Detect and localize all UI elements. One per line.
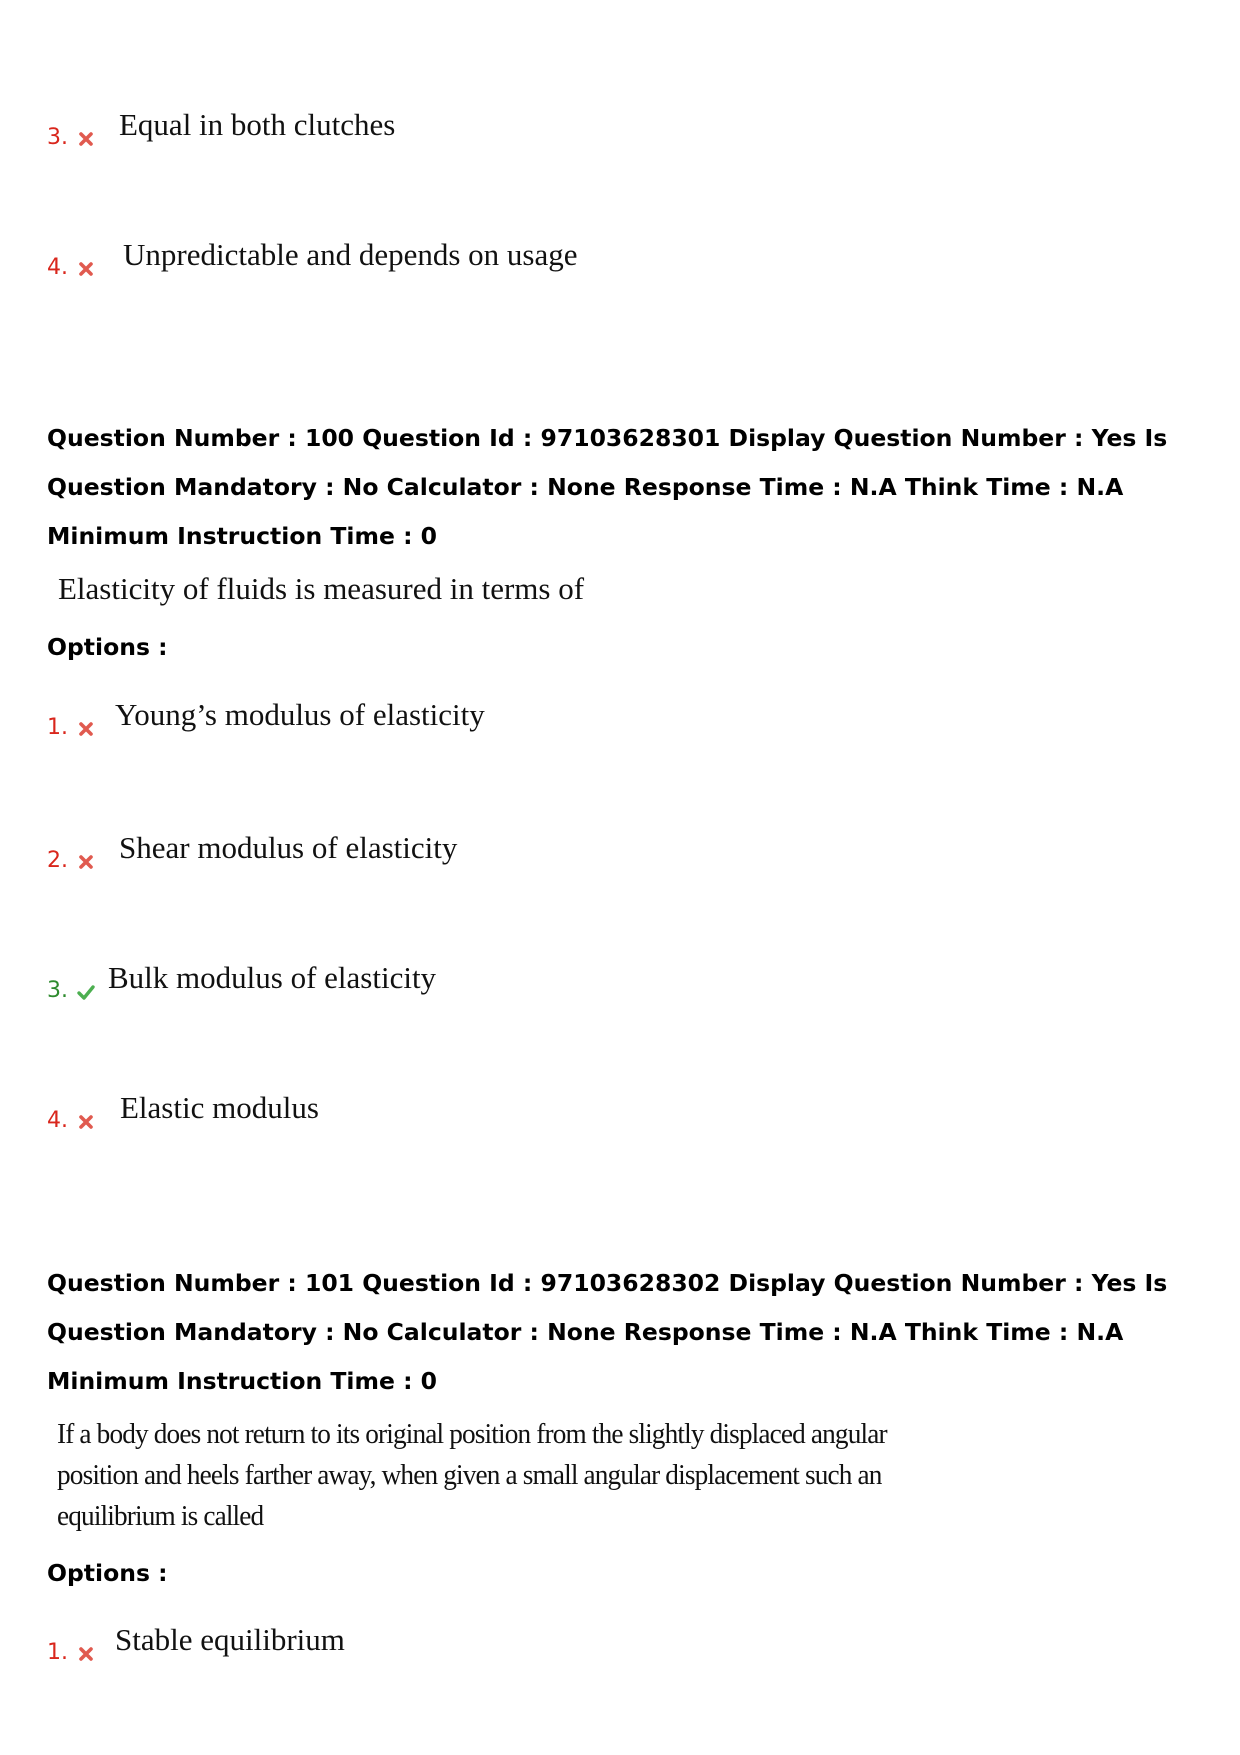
option-text: Equal in both clutches xyxy=(119,107,396,142)
option-text: Unpredictable and depends on usage xyxy=(123,237,578,272)
option-number: 2. xyxy=(47,848,68,873)
options-label: Options : xyxy=(47,633,168,661)
option-text: Shear modulus of elasticity xyxy=(119,830,458,865)
option-number: 4. xyxy=(47,255,68,280)
option-text: Stable equilibrium xyxy=(115,1622,345,1657)
option-row xyxy=(47,237,947,280)
question-meta: Question Number : 100 Question Id : 97103628301 Display Question Number : Yes Is Question Mandatory : No Calculator : None Response Time : N.A Think Time : N.A Minimum Instruction Time : 0 xyxy=(47,424,1168,550)
option-row xyxy=(47,697,947,740)
options-label: Options : xyxy=(47,1559,168,1587)
option-row xyxy=(47,107,947,150)
question-meta: Question Number : 101 Question Id : 97103628302 Display Question Number : Yes Is Question Mandatory : No Calculator : None Response Time : N.A Think Time : N.A Minimum Instruction Time : 0 xyxy=(47,1269,1168,1395)
option-row xyxy=(47,1090,947,1133)
cross-icon xyxy=(77,1113,95,1131)
option-number: 3. xyxy=(47,978,68,1003)
cross-icon xyxy=(77,720,95,738)
option-row xyxy=(47,1622,947,1665)
option-number: 1. xyxy=(47,1640,68,1665)
cross-icon xyxy=(77,260,95,278)
option-number: 4. xyxy=(47,1108,68,1133)
option-number: 3. xyxy=(47,125,68,150)
option-row xyxy=(47,830,947,873)
option-number: 1. xyxy=(47,715,68,740)
option-text: Young’s modulus of elasticity xyxy=(115,697,485,732)
check-icon xyxy=(75,983,97,1001)
question-text: Elasticity of fluids is measured in terms of xyxy=(58,571,585,606)
option-text: Bulk modulus of elasticity xyxy=(108,960,437,995)
question-text: If a body does not return to its original position from the slightly displaced angular position and heels farther away, when given a small angular displacement such an equilibrium is called xyxy=(57,1418,887,1532)
cross-icon xyxy=(77,1645,95,1663)
option-row xyxy=(47,960,947,1003)
option-text: Elastic modulus xyxy=(120,1090,319,1125)
cross-icon xyxy=(77,130,95,148)
cross-icon xyxy=(77,853,95,871)
